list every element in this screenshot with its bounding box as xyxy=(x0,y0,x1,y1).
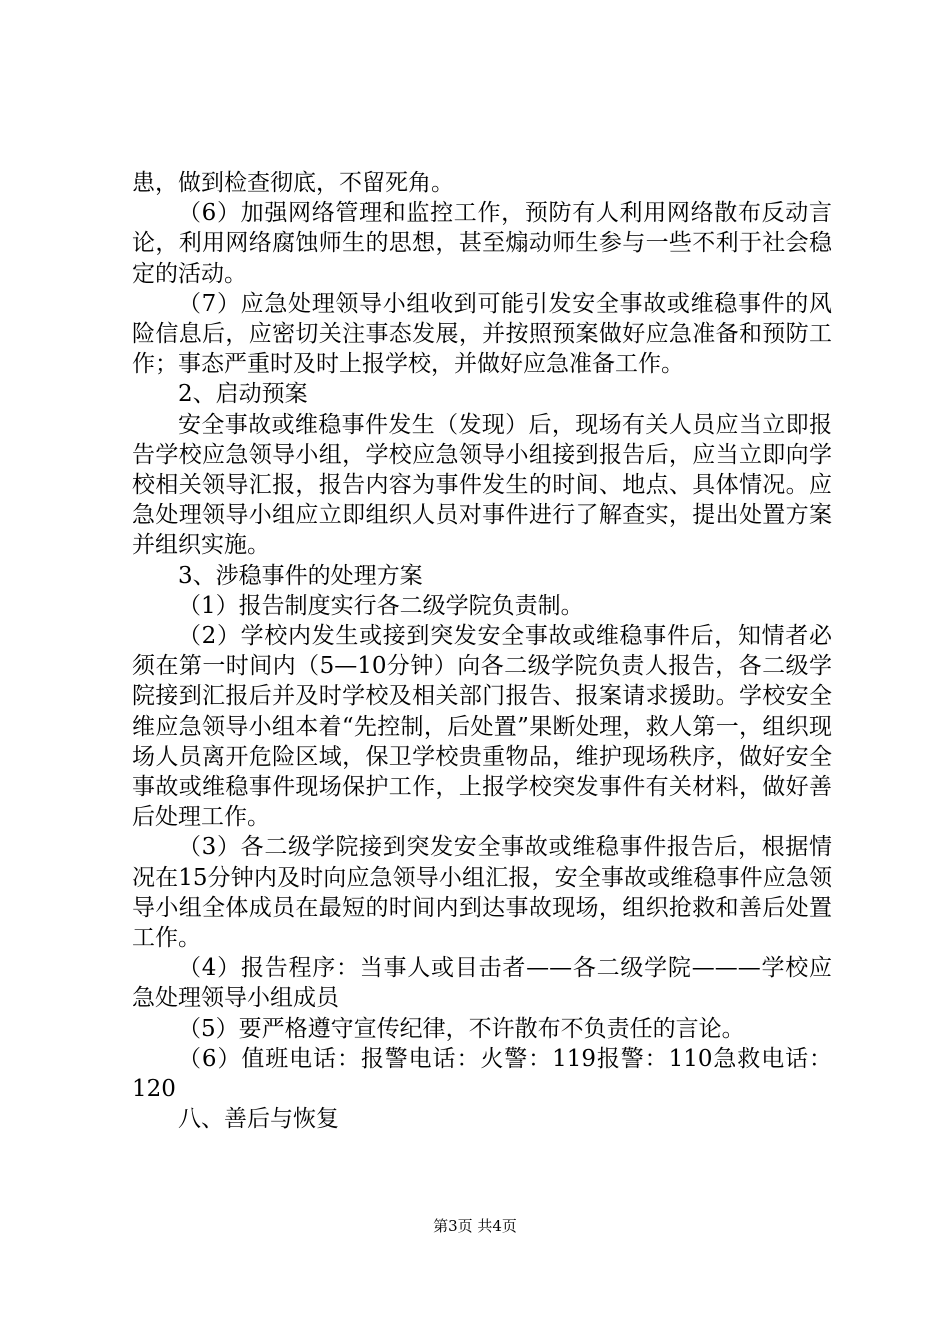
paragraph-handling-4: （4）报告程序：当事人或目击者——各二级学院———学校应急处理领导小组成员 xyxy=(132,955,832,1012)
page-footer: 第3页 共4页 xyxy=(433,1217,517,1235)
paragraph-handling-6: （6）值班电话：报警电话：火警：119报警：110急救电话：120 xyxy=(132,1045,832,1103)
paragraph-handling-5: （5）要严格遵守宣传纪律，不许散布不负责任的言论。 xyxy=(178,1015,745,1042)
paragraph-handling-1: （1）报告制度实行各二级学院负责制。 xyxy=(178,592,584,619)
section-heading-start-plan: 2、启动预案 xyxy=(178,381,308,408)
paragraph-handling-3: （3）各二级学院接到突发安全事故或维稳事件报告后，根据情况在15分钟内及时向应急领导小组汇报，安全事故或维稳事件应急领导小组全体成员在最短的时间内到达事故现场，组织抢救和善后处置工作。 xyxy=(132,834,832,952)
paragraph-start-plan: 安全事故或维稳事件发生（发现）后，现场有关人员应当立即报告学校应急领导小组，学校应急领导小组接到报告后，应当立即向学校相关领导汇报，报告内容为事件发生的时间、地点、具体情况。应急处理领导小组应立即组织人员对事件进行了解查实，提出处置方案并组织实施。 xyxy=(132,411,832,559)
section-heading-handling: 3、涉稳事件的处理方案 xyxy=(178,562,423,589)
section-heading-aftermath: 八、善后与恢复 xyxy=(178,1106,339,1133)
paragraph-handling-2: （2）学校内发生或接到突发安全事故或维稳事件后，知情者必须在第一时间内（5—10分钟）向各二级学院负责人报告，各二级学院接到汇报后并及时学校及相关部门报告、报案请求援助。学校安全维应急领导小组本着“先控制，后处置”果断处理，救人第一，组织现场人员离开危险区域，保卫学校贵重物品，维护现场秩序，做好安全事故或维稳事件现场保护工作，上报学校突发事件有关材料，做好善后处理工作。 xyxy=(132,623,832,831)
paragraph-item-6-network: （6）加强网络管理和监控工作，预防有人利用网络散布反动言论，利用网络腐蚀师生的思想，甚至煽动师生参与一些不利于社会稳定的活动。 xyxy=(132,200,832,287)
paragraph-item-7-risk: （7）应急处理领导小组收到可能引发安全事故或维稳事件的风险信息后，应密切关注事态发展，并按照预案做好应急准备和预防工作；事态严重时及时上报学校，并做好应急准备工作。 xyxy=(132,290,832,378)
document-body xyxy=(132,168,832,1135)
paragraph-continuation: 患，做到检查彻底，不留死角。 xyxy=(132,170,454,196)
